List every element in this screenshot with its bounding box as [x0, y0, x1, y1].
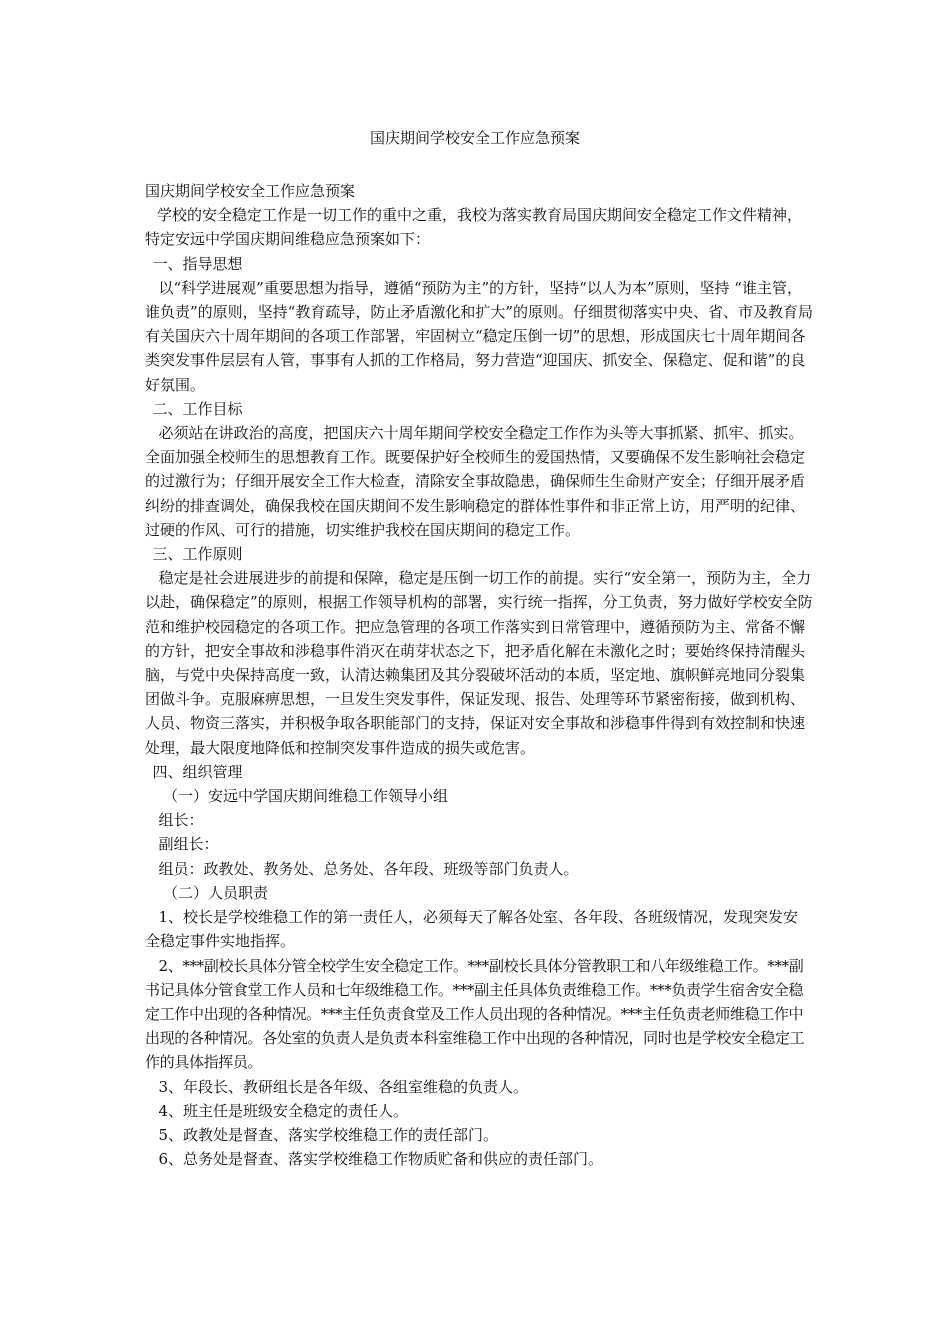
duty-item-5: 5、政教处是督查、落实学校维稳工作的责任部门。	[158, 1125, 499, 1144]
duty-item-4: 4、班主任是班级安全稳定的责任人。	[158, 1101, 409, 1120]
paragraph-guiding-ideology: 以“科学进展观”重要思想为指导，遵循“预防为主”的方针，坚持“以人为本”原则，坚持 “谁主管，谁负责”的原则，坚持“教育疏导，防止矛盾激化和扩大”的原则。仔细贯彻落实中央、省、市及教育局有关国庆六十周年期间的各项工作部署，牢固树立“稳定压倒一切”的思想，形成国庆七十周年期间各类突发事件层层有人管，事事有人抓的工作格局，努力营造“迎国庆、抓安全、保稳定、促和谐”的良好氛围。	[145, 278, 814, 394]
subsection-heading-leadership-group: （一）安远中学国庆期间维稳工作领导小组	[163, 787, 449, 806]
duty-item-6: 6、总务处是督查、落实学校维稳工作物质贮备和供应的责任部门。	[158, 1150, 604, 1169]
section-heading-guiding-ideology: 一、指导思想	[152, 254, 243, 273]
duty-item-3: 3、年段长、教研组长是各年级、各组室维稳的负责人。	[158, 1077, 529, 1096]
paragraph-work-principles: 稳定是社会进展进步的前提和保障，稳定是压倒一切工作的前提。实行“安全第一，预防为主，全力以赴，确保稳定”的原则，根据工作领导机构的部署，实行统一指挥，分工负责，努力做好学校安全防范和维护校园稳定的各项工作。把应急管理的各项工作落实到日常管理中，遵循预防为主、常备不懈的方针，把安全事故和涉稳事件消灭在萌芽状态之下，把矛盾化解在未激化之时；要始终保持清醒头脑，与党中央保持高度一致，认清达赖集团及其分裂破坏活动的本质，坚定地、旗帜鲜亮地同分裂集团做斗争。克服麻痹思想，一旦发生突发事件，保证发现、报告、处理等环节紧密衔接，做到机构、人员、物资三落实，并积极争取各职能部门的支持，保证对安全事故和涉稳事件得到有效控制和快速处理，最大限度地降低和控制突发事件造成的损失或危害。	[145, 569, 813, 757]
document-subtitle: 国庆期间学校安全工作应急预案	[145, 182, 356, 200]
section-heading-organization: 四、组织管理	[152, 762, 243, 781]
paragraph-work-goals: 必须站在讲政治的高度，把国庆六十周年期间学校安全稳定工作作为头等大事抓紧、抓牢、抓实。全面加强全校师生的思想教育工作。既要保护好全校师生的爱国热情，又要确保不发生影响社会稳定的过激行为；仔细开展安全工作大检查，清除安全事故隐患，确保师生生命财产安全；仔细开展矛盾纠纷的排查调处，确保我校在国庆期间不发生影响稳定的群体性事件和非正常上访，用严明的纪律、过硬的作风、可行的措施，切实维护我校在国庆期间的稳定工作。	[145, 424, 806, 539]
page-title: 国庆期间学校安全工作应急预案	[369, 129, 580, 147]
intro-paragraph: 学校的安全稳定工作是一切工作的重中之重，我校为落实教育局国庆期间安全稳定工作文件精神，特定安远中学国庆期间维稳应急预案如下：	[145, 206, 803, 249]
duty-item-2: 2、***副校长具体分管全校学生安全稳定工作。***副校长具体分管教职工和八年级维稳工作。***副书记具体分管食堂工作人员和七年级维稳工作。***副主任具体负责维稳工作。***负责学生宿舍安全稳定工作中出现的各种情况。***主任负责食堂及工作人员出现的各种情况。***主任负责老师维稳工作中出现的各种情况。各处室的负责人是负责本科室维稳工作中出现的各种情况，同时也是学校安全稳定工作的具体指挥员。	[145, 956, 805, 1072]
subsection-heading-responsibilities: （二）人员职责	[163, 883, 269, 902]
document-body	[145, 179, 813, 1171]
members-line: 组员：政教处、教务处、总务处、各年段、班级等部门负责人。	[158, 859, 579, 878]
section-heading-work-principles: 三、工作原则	[152, 545, 243, 564]
section-heading-work-goals: 二、工作目标	[152, 399, 243, 418]
deputy-leader-line: 副组长：	[158, 835, 219, 854]
group-leader-line: 组长：	[158, 811, 204, 830]
duty-item-1: 1、校长是学校维稳工作的第一责任人，必须每天了解各处室、各年段、各班级情况，发现突发安全稳定事件实地指挥。	[145, 908, 799, 951]
